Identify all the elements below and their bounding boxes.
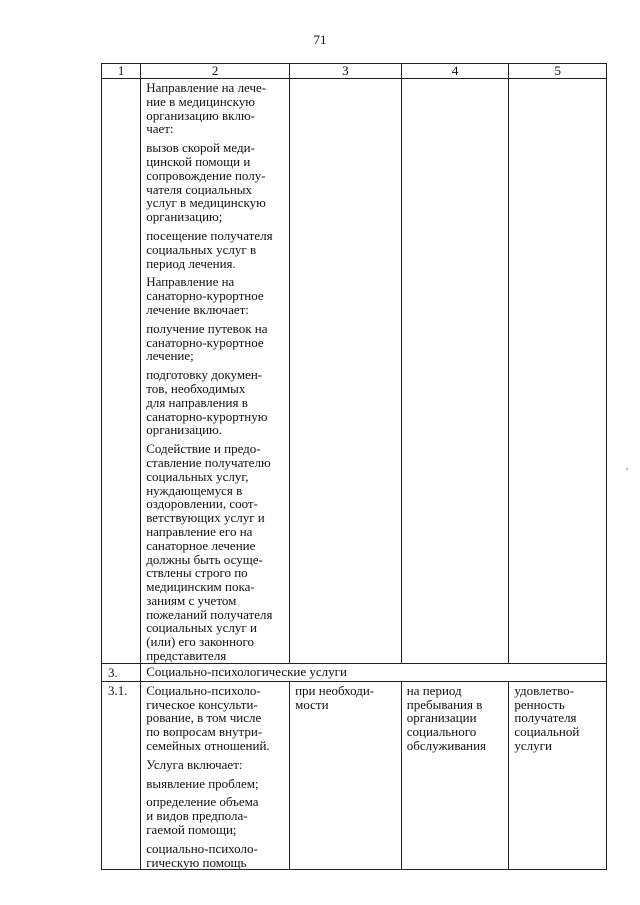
- description-paragraph: Направление на санаторно-курортное лечение включает:: [146, 274, 264, 317]
- header-col-5: 5: [509, 64, 607, 79]
- duration-text: на период пребывания в организации социального обслуживания: [406, 682, 487, 754]
- service-description-cell: [141, 681, 290, 870]
- quality-cell: [509, 79, 607, 664]
- table-row: [102, 681, 607, 870]
- table-header-row: [102, 64, 607, 79]
- frequency-cell: [290, 79, 402, 664]
- description-paragraph: определение объема и видов предпола- гаемой помощи;: [146, 794, 259, 838]
- row-number: 3.1.: [108, 682, 128, 698]
- section-title-cell: [141, 663, 607, 681]
- description-paragraph: Услуга включает:: [146, 756, 243, 772]
- frequency-cell: [290, 681, 402, 870]
- row-number: [102, 79, 140, 81]
- duration-cell: [401, 681, 509, 870]
- description-paragraph: вызов скорой меди- цинской помощи и сопровождение полу- чателя социальных услуг в медицинскую организацию;: [146, 140, 266, 225]
- header-col-4: 4: [401, 64, 509, 79]
- table-row: [102, 79, 607, 664]
- description-paragraph: Содействие и предо- ставление получателю социальных услуг, нуждающемуся в оздоровлении, соот- ветствующих услуг и направление его на санаторное лечение должны быть осуще- ствлены строго по медицинским пока- заниям с учетом пожеланий получателя социальных услуг и (или) его законного представителя: [146, 441, 273, 664]
- description-paragraph: Социально-психоло- гическое консульти- рование, в том числе по вопросам внутри- семейных отношений.: [146, 682, 270, 754]
- description-paragraph: Направление на лече- ние в медицинскую организацию вклю- чает:: [146, 80, 267, 137]
- description-paragraph: подготовку докумен- тов, необходимых для направления в санаторно-курортную организацию.: [146, 367, 268, 438]
- section-title: Социально-психологические услуги: [146, 663, 347, 679]
- description-paragraph: выявление проблем;: [146, 775, 259, 791]
- margin-mark: ': [626, 466, 628, 478]
- service-description-cell: [141, 79, 290, 664]
- header-col-3: 3: [290, 64, 402, 79]
- row-number-cell: [102, 681, 141, 870]
- row-number-cell: [102, 79, 141, 664]
- quality-text: удовлетво- ренность получателя социальной услуги: [514, 682, 580, 754]
- description-paragraph: посещение получателя социальных услуг в период лечения.: [146, 227, 273, 271]
- duration-cell: [401, 79, 509, 664]
- section-number-cell: [102, 663, 141, 681]
- quality-cell: [509, 681, 607, 870]
- frequency-text: при необходи- мости: [295, 682, 375, 712]
- services-table: [101, 63, 607, 870]
- header-col-2: 2: [141, 64, 290, 79]
- header-col-1: 1: [102, 64, 141, 79]
- section-row: [102, 663, 607, 681]
- description-paragraph: получение путевок на санаторно-курортное лечение;: [146, 320, 268, 364]
- page-number: 71: [313, 32, 327, 47]
- description-paragraph: социально-психоло- гическую помощь: [146, 840, 258, 870]
- section-number: 3.: [108, 664, 118, 680]
